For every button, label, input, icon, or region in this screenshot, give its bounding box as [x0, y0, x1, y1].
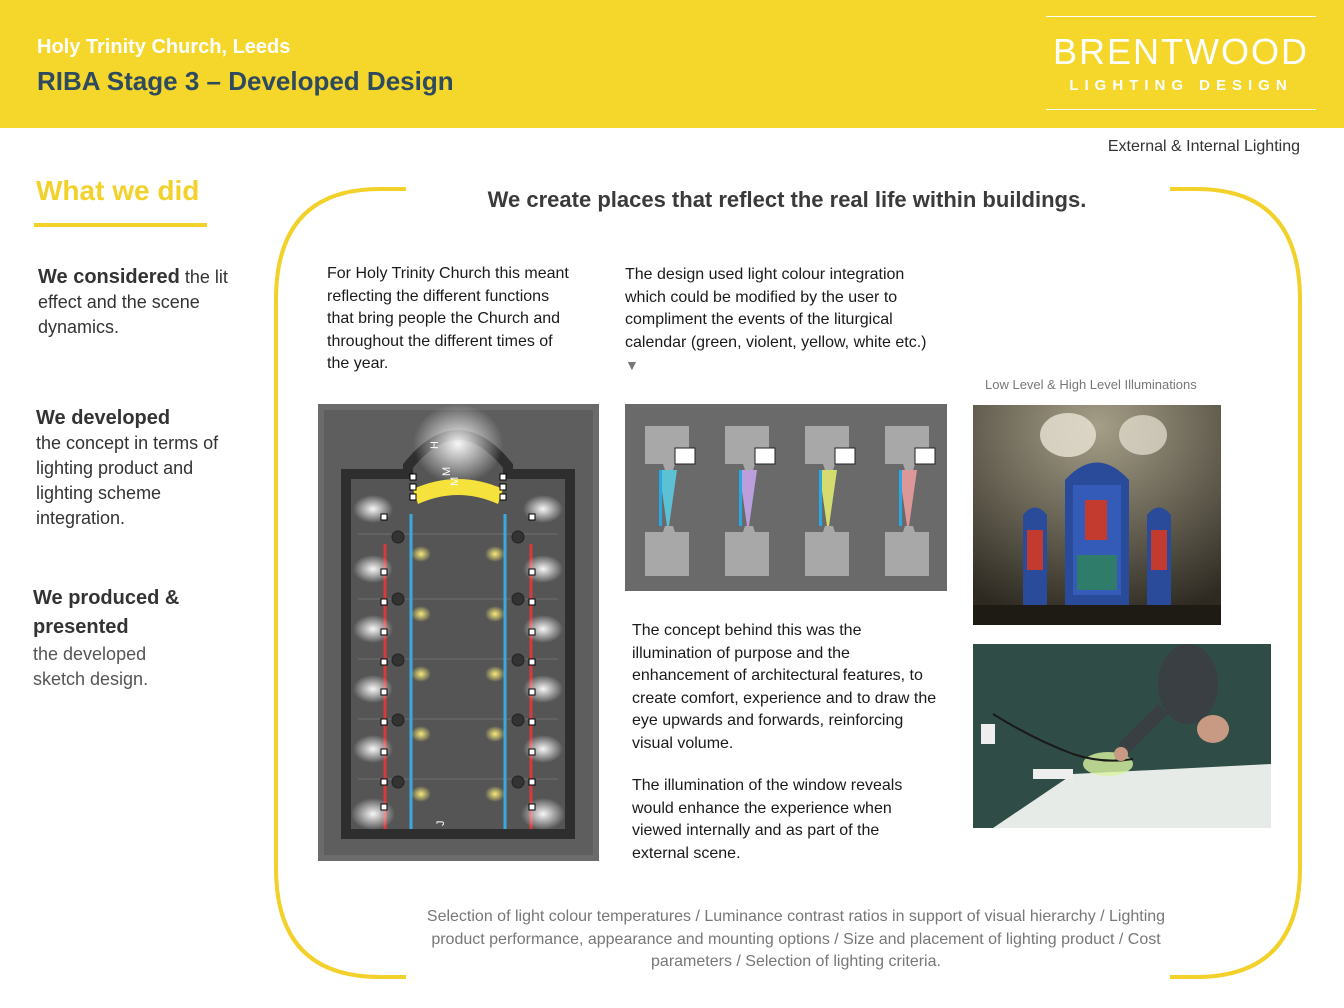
triangle-down-icon: ▼ [625, 357, 639, 373]
sidebar-item-bold: We developed [36, 407, 171, 429]
church-lighting-plan [318, 404, 599, 861]
plan-label-h: H [429, 441, 441, 449]
plan-label-m: M [441, 466, 453, 476]
page-title: RIBA Stage 3 – Developed Design [37, 66, 454, 96]
sidebar-item-bold: We produced & presented [33, 587, 180, 638]
logo-wordmark: BRENTWOOD [1053, 31, 1309, 72]
paragraph-functions: For Holy Trinity Church this meant reflecting the different functions that bring people the Church and throughout the different times of the year. [327, 265, 569, 372]
installer-photo [973, 644, 1271, 828]
paragraph-concept: The concept behind this was the illumination of purpose and the enhancement of architectural features, to create comfort, experience and to draw the eye upwards and forwards, reinforcing visual volume. [632, 622, 937, 752]
plan-label-j: J [435, 820, 447, 826]
paragraph-colour-integration [625, 264, 935, 378]
sidebar-item-text: the concept in terms of lighting product and lighting scheme integration. [36, 433, 219, 528]
section-title: What we did [36, 175, 200, 206]
photo-caption: Low Level & High Level Illuminations [985, 377, 1197, 392]
sidebar-item-text: the developed sketch design. [33, 644, 149, 689]
plan-label-m: M [449, 476, 461, 486]
stained-glass-photo [973, 405, 1221, 625]
project-name: Holy Trinity Church, Leeds [37, 36, 291, 58]
window-colour-diagrams [625, 404, 947, 591]
sidebar-item-bold: We considered [38, 266, 180, 288]
logo-subline: LIGHTING DESIGN [1069, 77, 1293, 94]
sidebar-item-text: the lit effect and the scene dynamics. [38, 267, 228, 337]
headline: We create places that reflect the real life within buildings. [487, 187, 1087, 212]
paragraph-text: The design used light colour integration which could be modified by the user to compliment the events of the liturgical calendar (green, violent, yellow, white etc.) [625, 266, 927, 351]
footer-criteria: Selection of light colour temperatures / Luminance contrast ratios in support of visual hierarchy / Lighting product performance, appearance and mounting options / Size and placement of lighting product / Cost parameters / Selection of lighting criteria. [426, 908, 1166, 970]
tagline: External & Internal Lighting [1107, 138, 1300, 155]
paragraph-window-reveals: The illumination of the window reveals would enhance the experience when viewed internally and as part of the external scene. [632, 777, 903, 862]
